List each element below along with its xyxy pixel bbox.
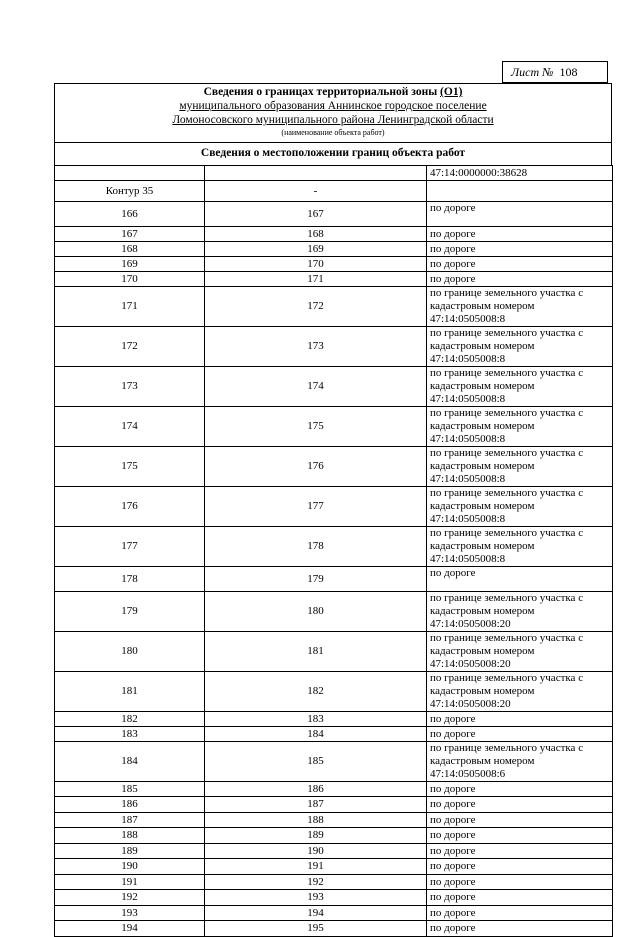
- point-from: 187: [55, 813, 205, 828]
- table-row: [55, 672, 613, 712]
- cadastral-number: 47:14:0000000:38628: [427, 166, 613, 181]
- table-row: [55, 782, 613, 797]
- point-from: 185: [55, 782, 205, 797]
- point-to: 184: [205, 727, 427, 742]
- point-to: 167: [205, 202, 427, 227]
- sheet-label: Лист №: [511, 65, 554, 79]
- boundary-description: по границе земельного участка с кадастровым номером 47:14:0505008:20: [427, 672, 613, 712]
- point-to: 171: [205, 272, 427, 287]
- point-from: 186: [55, 797, 205, 813]
- point-to: 178: [205, 527, 427, 567]
- point-from: 176: [55, 487, 205, 527]
- boundary-description: по дороге: [427, 921, 613, 937]
- boundary-description: по дороге: [427, 257, 613, 272]
- point-from: 168: [55, 242, 205, 257]
- point-from: 181: [55, 672, 205, 712]
- boundary-description: по границе земельного участка с кадастровым номером 47:14:0505008:8: [427, 287, 613, 327]
- boundary-description: по дороге: [427, 844, 613, 859]
- point-from: 183: [55, 727, 205, 742]
- header-title: [55, 85, 611, 99]
- table-row: [55, 287, 613, 327]
- boundary-description: по дороге: [427, 782, 613, 797]
- table-row: [55, 875, 613, 890]
- point-to: 175: [205, 407, 427, 447]
- point-from: 190: [55, 859, 205, 875]
- point-from: 191: [55, 875, 205, 890]
- point-to: 177: [205, 487, 427, 527]
- header-caption: (наименование объекта работ): [281, 128, 385, 137]
- boundary-description: по дороге: [427, 272, 613, 287]
- boundary-description: по границе земельного участка с кадастровым номером 47:14:0505008:8: [427, 327, 613, 367]
- boundary-description: по границе земельного участка с кадастровым номером 47:14:0505008:8: [427, 487, 613, 527]
- point-to: 190: [205, 844, 427, 859]
- boundary-description: по границе земельного участка с кадастровым номером 47:14:0505008:20: [427, 592, 613, 632]
- boundary-description: по дороге: [427, 227, 613, 242]
- point-to: 185: [205, 742, 427, 782]
- point-to: 192: [205, 875, 427, 890]
- table-row: [55, 227, 613, 242]
- table-row: [55, 487, 613, 527]
- point-from: 192: [55, 890, 205, 906]
- point-from: 180: [55, 632, 205, 672]
- boundary-table: [54, 165, 613, 937]
- point-to: 182: [205, 672, 427, 712]
- point-to: 194: [205, 906, 427, 921]
- boundary-description: по границе земельного участка с кадастровым номером 47:14:0505008:8: [427, 407, 613, 447]
- point-to: 186: [205, 782, 427, 797]
- header-district: Ломоносовского муниципального района Ленинградской области: [172, 114, 494, 126]
- point-to: 180: [205, 592, 427, 632]
- header-municipality: муниципального образования Аннинское городское поселение: [179, 100, 487, 112]
- table-row: [55, 567, 613, 592]
- point-to: 170: [205, 257, 427, 272]
- boundary-description: по дороге: [427, 727, 613, 742]
- table-row: [55, 632, 613, 672]
- boundary-description: по дороге: [427, 890, 613, 906]
- section-subtitle: Сведения о местоположении границ объекта работ: [54, 142, 612, 166]
- point-to: 183: [205, 712, 427, 727]
- table-row: [55, 859, 613, 875]
- header-title-text: Сведения о границах территориальной зоны: [203, 86, 441, 98]
- table-row: [55, 906, 613, 921]
- boundary-description: по дороге: [427, 906, 613, 921]
- boundary-description: по дороге: [427, 712, 613, 727]
- contour-row: [55, 181, 613, 202]
- point-from: 172: [55, 327, 205, 367]
- point-from: 189: [55, 844, 205, 859]
- point-to: 181: [205, 632, 427, 672]
- table-row: [55, 257, 613, 272]
- boundary-description: по границе земельного участка с кадастровым номером 47:14:0505008:20: [427, 632, 613, 672]
- point-to: 179: [205, 567, 427, 592]
- sheet-number: 108: [559, 65, 578, 79]
- point-from: 184: [55, 742, 205, 782]
- boundary-description: по границе земельного участка с кадастровым номером 47:14:0505008:8: [427, 447, 613, 487]
- table-row: [55, 828, 613, 844]
- boundary-description: по границе земельного участка с кадастровым номером 47:14:0505008:8: [427, 367, 613, 407]
- point-to: 193: [205, 890, 427, 906]
- table-row: [55, 727, 613, 742]
- table-row: [55, 592, 613, 632]
- table-row: [55, 712, 613, 727]
- table-row: [55, 327, 613, 367]
- boundary-description: по дороге: [427, 875, 613, 890]
- contour-dash: -: [205, 181, 427, 202]
- table-row: [55, 367, 613, 407]
- contour-label: Контур 35: [55, 181, 205, 202]
- boundary-description: по дороге: [427, 567, 613, 592]
- point-to: 174: [205, 367, 427, 407]
- point-to: 195: [205, 921, 427, 937]
- point-from: 179: [55, 592, 205, 632]
- point-from: 193: [55, 906, 205, 921]
- table-row: [55, 890, 613, 906]
- point-from: 171: [55, 287, 205, 327]
- table-row: [55, 921, 613, 937]
- empty-cell: [427, 181, 613, 202]
- point-from: 175: [55, 447, 205, 487]
- point-from: 166: [55, 202, 205, 227]
- point-from: 174: [55, 407, 205, 447]
- point-to: 189: [205, 828, 427, 844]
- table-row: [55, 202, 613, 227]
- boundary-description: по границе земельного участка с кадастровым номером 47:14:0505008:6: [427, 742, 613, 782]
- table-row: [55, 844, 613, 859]
- boundary-description: по дороге: [427, 797, 613, 813]
- table-row: [55, 813, 613, 828]
- point-from: 182: [55, 712, 205, 727]
- table-row: [55, 242, 613, 257]
- point-to: 187: [205, 797, 427, 813]
- table-row: [55, 407, 613, 447]
- sheet-number-box: [502, 61, 608, 83]
- point-from: 177: [55, 527, 205, 567]
- table-row: [55, 742, 613, 782]
- boundary-description: по дороге: [427, 813, 613, 828]
- point-to: 176: [205, 447, 427, 487]
- document-header: [54, 83, 612, 143]
- table-row: [55, 527, 613, 567]
- table-row: [55, 272, 613, 287]
- point-from: 167: [55, 227, 205, 242]
- boundary-description: по дороге: [427, 242, 613, 257]
- point-from: 188: [55, 828, 205, 844]
- point-from: 178: [55, 567, 205, 592]
- table-row: [55, 447, 613, 487]
- point-to: 188: [205, 813, 427, 828]
- point-to: 169: [205, 242, 427, 257]
- cadastral-row: [55, 166, 613, 181]
- point-to: 168: [205, 227, 427, 242]
- boundary-description: по границе земельного участка с кадастровым номером 47:14:0505008:8: [427, 527, 613, 567]
- boundary-description: по дороге: [427, 202, 613, 227]
- empty-cell: [205, 166, 427, 181]
- empty-cell: [55, 166, 205, 181]
- table-row: [55, 797, 613, 813]
- boundary-description: по дороге: [427, 859, 613, 875]
- point-to: 172: [205, 287, 427, 327]
- point-from: 194: [55, 921, 205, 937]
- point-to: 191: [205, 859, 427, 875]
- point-from: 173: [55, 367, 205, 407]
- boundary-description: по дороге: [427, 828, 613, 844]
- point-to: 173: [205, 327, 427, 367]
- point-from: 170: [55, 272, 205, 287]
- zone-code: (О1): [440, 86, 463, 98]
- point-from: 169: [55, 257, 205, 272]
